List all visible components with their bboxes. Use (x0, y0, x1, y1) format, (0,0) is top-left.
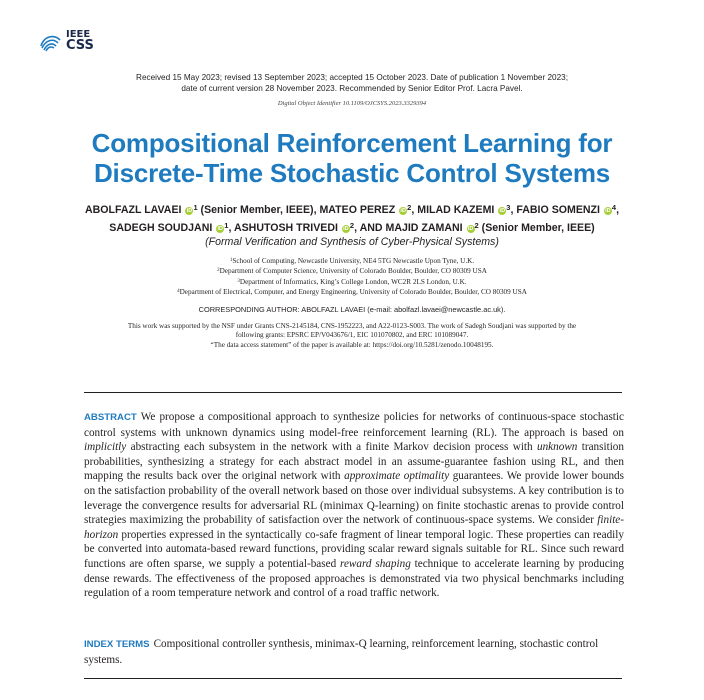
author-name: AND MAJID ZAMANI (359, 222, 463, 234)
abstract-text: We propose a compositional approach to synthesize policies for networks of continuous-space stochastic control systems with unknown dynamics using model-free reinforcement learning (RL). The approach is based on (84, 411, 624, 439)
affiliation-text: Department of Computer Science, University of Colorado Boulder, Boulder, CO 80309 USA (219, 267, 487, 276)
author-affil-sup: 3 (506, 203, 511, 212)
ieee-css-logo (38, 30, 110, 54)
author-suffix: , (354, 222, 358, 234)
index-terms-heading: INDEX TERMS (84, 639, 150, 650)
orcid-icon[interactable]: iD (499, 208, 506, 214)
affiliation-item (60, 277, 644, 287)
orcid-icon[interactable]: iD (400, 208, 406, 214)
affiliation-sup: 1 (229, 258, 233, 263)
affiliation-item (60, 256, 644, 266)
research-group: (Formal Verification and Synthesis of Cyber-Physical Systems) (205, 236, 499, 248)
author-name: MILAD KAZEMI (417, 204, 495, 216)
abstract-text: abstracting each subsystem in the network with a finite Markov decision process with (126, 441, 537, 454)
author-name: FABIO SOMENZI (516, 204, 600, 216)
dates-line-2: date of current version 28 November 2023. Recommended by Senior Editor Prof. Lacra Pavel. (181, 84, 523, 93)
author-list (40, 200, 664, 236)
funding-line-2: following grants: EPSRC EP/V043676/1, EIC 101070802, and ERC 101089047. (235, 331, 469, 340)
doi: Digital Object Identifier 10.1109/OJCSYS.2023.3329394 (277, 100, 427, 107)
title-line-2: Discrete-Time Stochastic Control Systems (93, 158, 611, 188)
author-line-1 (40, 200, 664, 218)
abstract-emphasis: approximate optimality (344, 470, 450, 483)
index-terms (84, 637, 624, 667)
publication-dates (60, 72, 644, 94)
author-affil-sup: 1 (224, 221, 229, 230)
author-affil-sup: 1 (193, 203, 198, 212)
author-suffix: , (411, 204, 415, 216)
abstract-text: transition probabilities, synthesizing a strategy for each abstract model in an assume-guarantee fashion using RL, and then mapping the results back over the original network with (84, 441, 624, 483)
abstract-text: technique to accelerate learning by producing dense rewards. The effectiveness of the proposed approaches is demonstrated via two physical benchmarks including regulation of a room temperature network and control of a road traffic network. (84, 557, 624, 600)
orcid-icon[interactable]: iD (605, 208, 611, 214)
top-divider (84, 392, 622, 393)
affiliation-sup: 2 (217, 268, 220, 274)
affiliation-text: Department of Informatics, King’s College London, WC2R 2LS London, U.K. (239, 277, 467, 286)
funding-line-1: This work was supported by the NSF under Grants CNS-2145184, CNS-1952223, and A22-0123-S003. The work of Sadegh Soudjani was supported by the (127, 322, 577, 330)
orcid-icon[interactable]: iD (343, 226, 349, 232)
author-suffix: (Senior Member, IEEE) (478, 222, 595, 234)
abstract-emphasis: finite-horizon (84, 514, 624, 541)
paper-title (40, 128, 664, 188)
affiliation-item (60, 266, 644, 276)
affiliation-sup: 3 (237, 278, 240, 284)
author-suffix: , (616, 204, 620, 216)
author-name: MATEO PEREZ (319, 204, 396, 216)
affiliation-text: Department of Electrical, Computer, and Energy Engineering, University of Colorado Boulder, Boulder, CO 80309 USA (179, 288, 527, 297)
logo-css-text: CSS (66, 38, 94, 53)
affiliation-text: School of Computing, Newcastle University, NE4 5TG Newcastle Upon Tyne, U.K. (232, 257, 475, 265)
index-terms-text: Compositional controller synthesis, minimax-Q learning, reinforcement learning, stochastic control systems. (84, 638, 599, 666)
logo-ieee-text: IEEE (66, 29, 91, 40)
affiliations (60, 256, 644, 298)
abstract-heading: ABSTRACT (84, 412, 137, 423)
data-access-statement: “The data access statement” of the paper is available at: https://doi.org/10.5281/zenodo.10048195. (210, 340, 494, 349)
author-suffix: (Senior Member, IEEE), (197, 204, 317, 216)
abstract-text: guarantees. We provide lower bounds on the satisfaction probability of the overall network based on those over individual subsystems. A key contribution is to leverage the convergence results for adversarial RL (minimax Q-learning) on finite stochastic arenas to provide control strategies maximizing the probability of satisfaction over the network of continuous-space systems. We consider (84, 470, 624, 527)
abstract-emphasis: unknown (536, 441, 578, 454)
author-suffix: , (228, 222, 232, 234)
funding-statement (90, 322, 614, 350)
dates-line-1: Received 15 May 2023; revised 13 September 2023; accepted 15 October 2023. Date of publication 1 November 2023; (136, 73, 568, 82)
abstract-emphasis: implicitly (84, 441, 127, 454)
author-name: ASHUTOSH TRIVEDI (233, 222, 338, 234)
author-affil-sup: 4 (611, 203, 617, 212)
abstract (84, 410, 624, 601)
author-affil-sup: 2 (474, 221, 479, 230)
abstract-text: properties expressed in the syntactically co-safe fragment of linear temporal logic. These properties can readily be converted into automata-based reward functions, providing scalar reward signals suitable for RL. Since such reward functions are often sparse, we supply a potential-based (84, 528, 624, 570)
abstract-emphasis: reward shaping (340, 557, 411, 570)
author-affil-sup: 2 (349, 221, 355, 230)
affiliation-item (60, 287, 644, 297)
author-name: SADEGH SOUDJANI (109, 222, 213, 234)
affiliation-sup: 4 (177, 289, 180, 295)
ieee-css-swirl-icon (38, 30, 64, 52)
author-suffix: , (510, 204, 514, 216)
author-line-2 (40, 218, 664, 236)
orcid-icon[interactable]: iD (186, 208, 193, 214)
title-line-1: Compositional Reinforcement Learning for (91, 128, 613, 158)
orcid-icon[interactable]: iD (467, 226, 474, 232)
corresponding-author: CORRESPONDING AUTHOR: ABOLFAZL LAVAEI (e-mail: abolfazl.lavaei@newcastle.ac.uk). (198, 305, 506, 314)
orcid-icon[interactable]: iD (217, 226, 224, 232)
author-name: ABOLFAZL LAVAEI (84, 204, 182, 216)
author-affil-sup: 2 (407, 203, 412, 212)
bottom-divider (84, 678, 622, 679)
